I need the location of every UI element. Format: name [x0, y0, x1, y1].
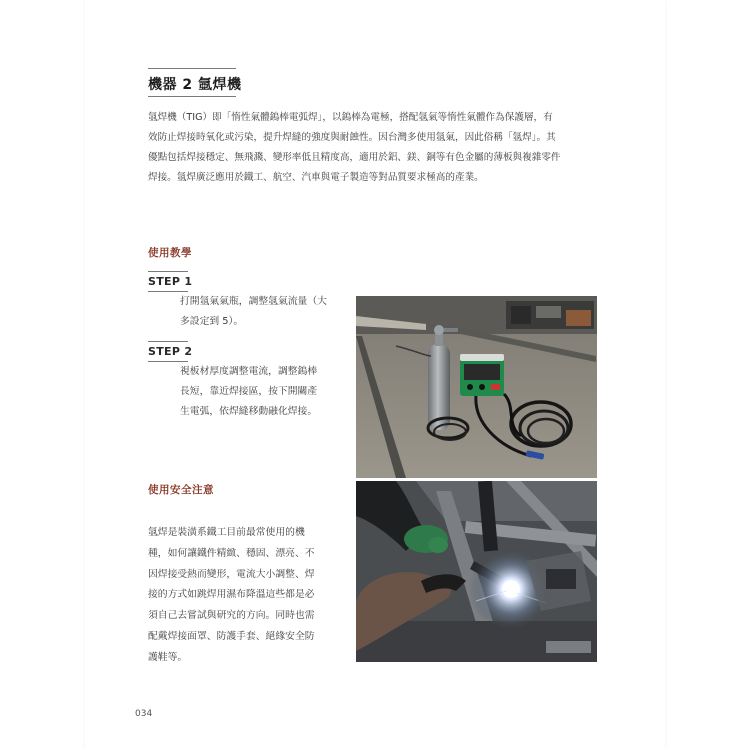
intro-paragraph	[148, 108, 603, 188]
intro-line: 效防止焊接時氧化或污染，提升焊縫的強度與耐蝕性。因台灣多使用氬氣，因此俗稱「氬焊」。其	[148, 132, 556, 143]
intro-line: 焊接。氬焊廣泛應用於鐵工、航空、汽車與電子製造等對品質要求極高的產業。	[148, 172, 484, 183]
step1-text	[180, 292, 355, 332]
photo-welding-in-progress	[356, 481, 597, 662]
safety-line: 種，如何讓鐵件精緻、穩固、漂亮、不	[148, 547, 315, 559]
step1-line: 多設定到 5）。	[180, 316, 244, 327]
step2-line: 生電弧，依焊縫移動融化焊接。	[180, 406, 318, 417]
tutorial-heading: 使用教學	[148, 247, 192, 259]
safety-paragraph	[148, 523, 348, 669]
title-top-rule	[148, 68, 236, 69]
safety-line: 須自己去嘗試與研究的方向。同時也需	[148, 610, 315, 622]
step2-top-rule	[148, 341, 188, 342]
safety-line: 配戴焊接面罩、防護手套、絕緣安全防	[148, 630, 315, 642]
step1-line: 打開氬氣氣瓶，調整氬氣流量（大	[180, 296, 327, 307]
step1-label: STEP 1	[148, 275, 193, 288]
safety-heading: 使用安全注意	[148, 484, 214, 496]
safety-line: 氬焊是裝潢系鐵工目前最常使用的機	[148, 527, 305, 538]
photo-tig-welder-machine	[356, 296, 597, 478]
intro-line: 優點包括焊接穩定、無飛濺、變形率低且精度高，適用於鋁、鎂、銅等有色金屬的薄板與複雜零件	[148, 152, 561, 163]
step2-label: STEP 2	[148, 345, 193, 358]
page-title: 機器 2 氬焊機	[148, 77, 242, 93]
safety-line: 因焊接受熱而變形，電流大小調整、焊	[148, 568, 315, 580]
step2-text	[180, 362, 355, 422]
safety-line: 護鞋等。	[148, 651, 188, 663]
page-number: 034	[135, 709, 153, 719]
safety-line: 接的方式如跳焊用濕布降溫這些都是必	[148, 589, 315, 601]
step2-line: 視板材厚度調整電流，調整鎢棒	[180, 366, 318, 377]
intro-line: 氬焊機（TIG）即「惰性氣體鎢棒電弧焊」，以鎢棒為電極，搭配氬氣等惰性氣體作為保護層，有	[148, 112, 553, 123]
photo-tig-welder-machine-art	[356, 296, 597, 478]
step1-top-rule	[148, 271, 188, 272]
step2-line: 長短，靠近焊接區，按下開關產	[180, 386, 318, 397]
photo-welding-in-progress-art	[356, 481, 597, 662]
title-bottom-rule	[148, 96, 236, 97]
